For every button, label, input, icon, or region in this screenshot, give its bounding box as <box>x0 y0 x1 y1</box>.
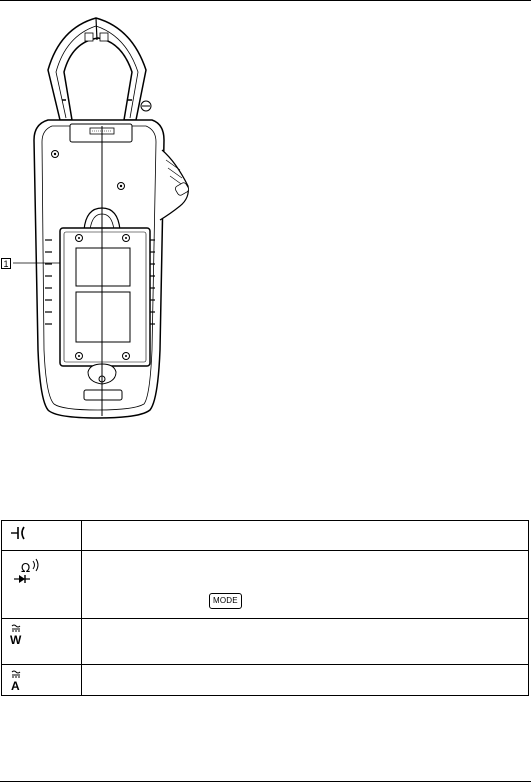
legend-description-watts <box>82 619 529 665</box>
legend-symbol-cell <box>2 619 82 665</box>
legend-symbol-cell <box>2 521 82 551</box>
function-legend-table <box>1 520 529 696</box>
legend-description-resistance <box>82 551 529 619</box>
capacitance-icon <box>10 526 30 540</box>
resistance-continuity-diode-icon <box>12 557 44 589</box>
legend-description-amps <box>82 665 529 696</box>
svg-text:Ω: Ω <box>21 561 31 575</box>
ac-dc-watts-icon <box>10 624 26 646</box>
legend-row-resistance <box>2 551 529 619</box>
svg-text:A: A <box>11 679 20 692</box>
legend-row-amps <box>2 665 529 696</box>
ac-dc-amps-icon <box>10 670 26 692</box>
legend-symbol-cell <box>2 551 82 619</box>
legend-row-watts <box>2 619 529 665</box>
mode-key-icon: MODE <box>209 593 242 609</box>
bottom-rule <box>0 781 531 782</box>
svg-text:W: W <box>10 633 22 646</box>
legend-description-capacitance <box>82 521 529 551</box>
legend-symbol-cell <box>2 665 82 696</box>
callout-1: 1 <box>1 258 11 269</box>
legend-row-capacitance <box>2 521 529 551</box>
